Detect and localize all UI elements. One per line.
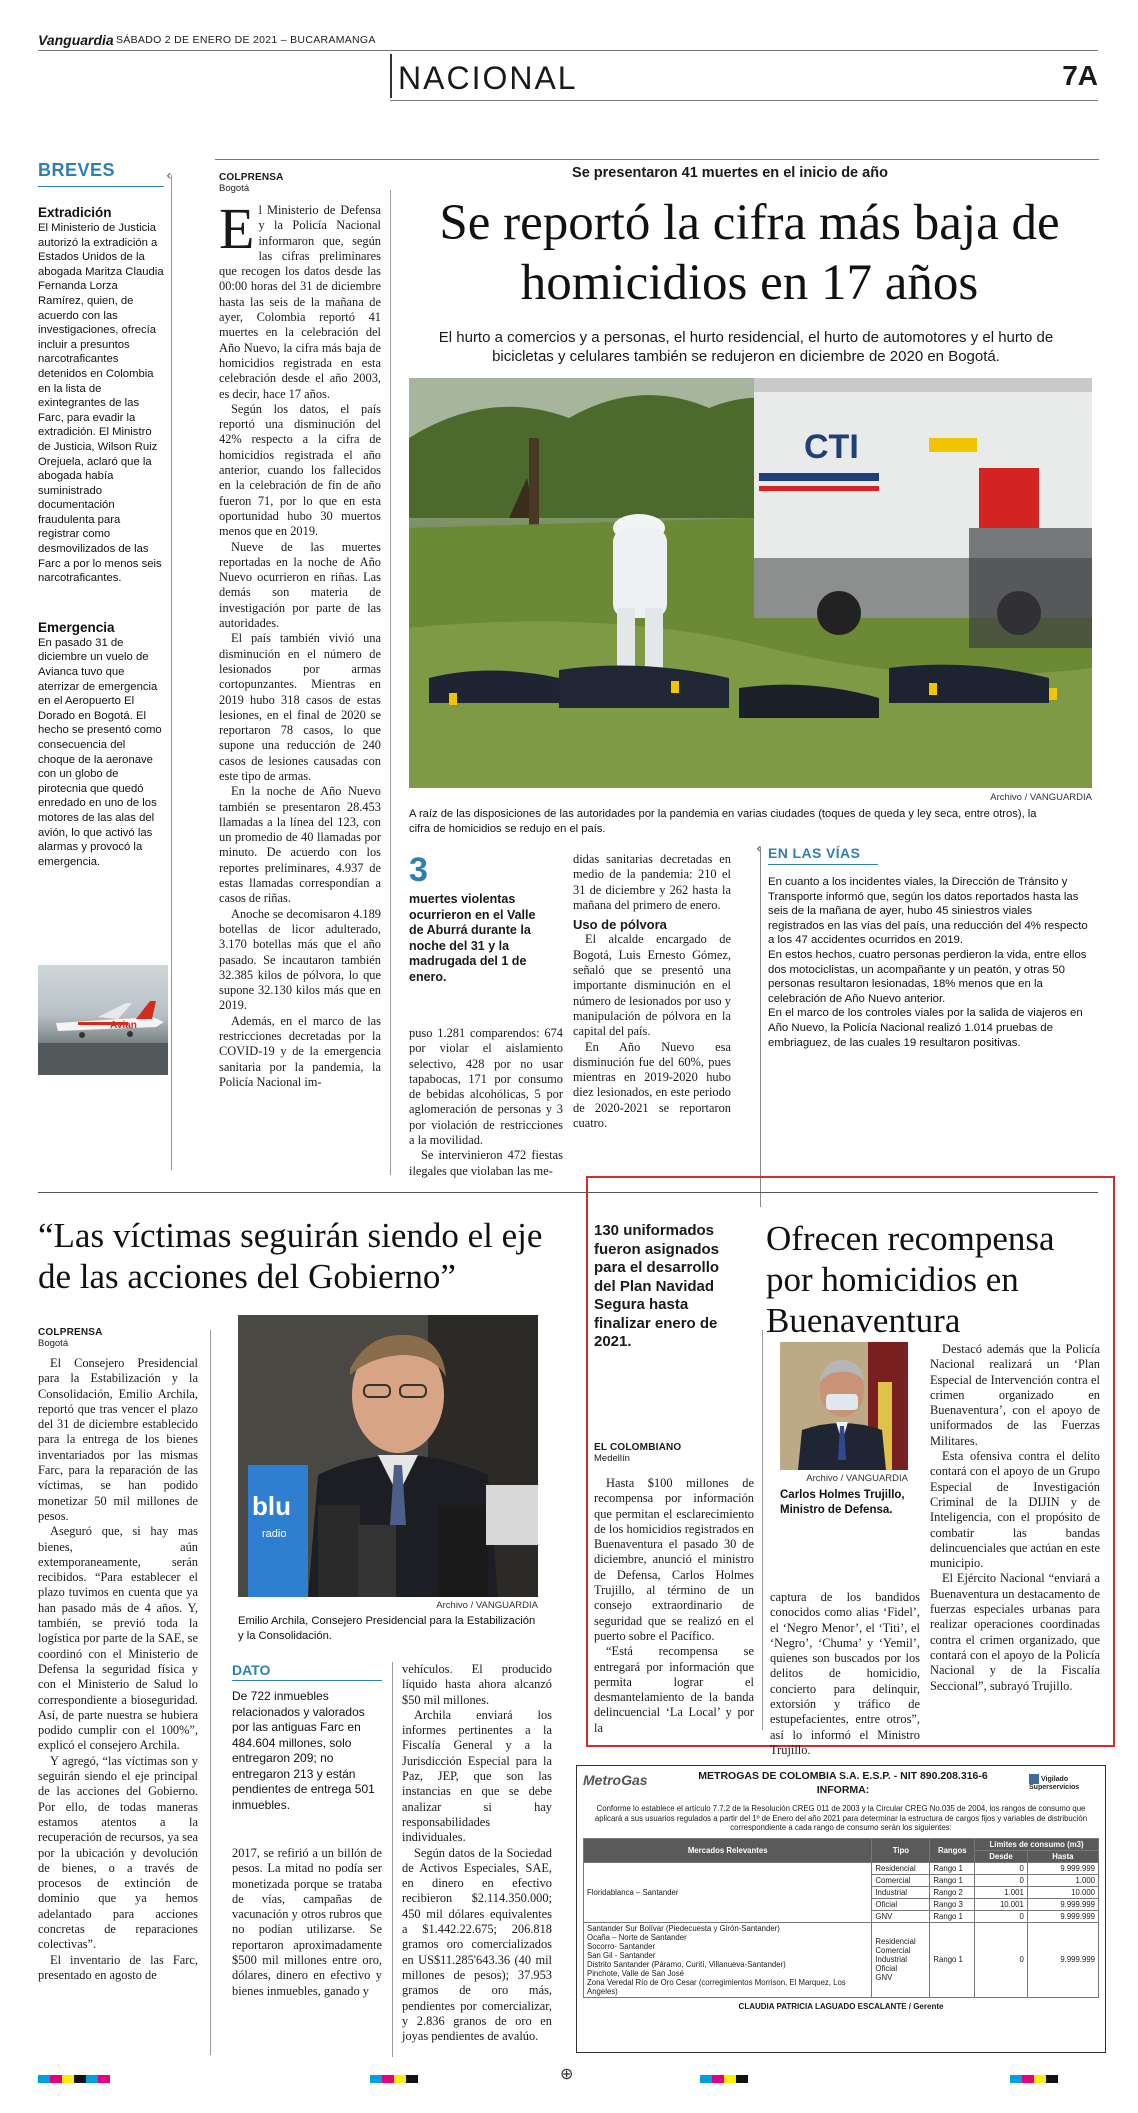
ad-title: METROGAS DE COLOMBIA S.A. E.S.P. - NIT 890.208.316-6 — [698, 1770, 988, 1782]
table-row: GNV Rango 1 0 9.999.999 — [584, 1910, 1099, 1922]
breves-arrow-icon: ‹ — [166, 168, 172, 184]
section-title: NACIONAL — [398, 60, 578, 96]
ad-signature: CLAUDIA PATRICIA LAGUADO ESCALANTE / Gerente — [738, 2001, 944, 2011]
main-column-3: didas sanitarias decretadas en medio de la pandemia: 210 el 31 de diciembre y 262 hasta la mañana del primero de enero. Uso de pólvora El alcalde encargado de Bogotá, Luis Ernesto Gómez, señaló que se presentó una importante disminución en el número de lesionados por uso y manipulación de pólvora en la capital del país. En Año Nuevo esa disminución fue del 60%, pues mientras en 2019-2020 hubo diez lesionados, en este periodo de 2020-2021 se reportaron cuatro. — [573, 852, 731, 1131]
en-las-vias-box — [756, 841, 1090, 1050]
byline-city: Bogotá — [219, 183, 250, 194]
byline-city: Medellín — [594, 1453, 630, 1464]
breves-label: BREVES — [38, 160, 116, 180]
table-header: Límites de consumo (m3) — [975, 1838, 1099, 1850]
metrogas-ad — [576, 1765, 1106, 2053]
buenaventura-column-3: Destacó además que la Policía Nacional realizará un ‘Plan Especial de Intervención contra el crimen organizado en Buenaventura’, con el apoyo de uniformados de las Fuerzas Militares. Esta ofensiva contra el delito contará con el apoyo de un Grupo Especial de Investigación Criminal de la DIJIN y de Inteligencia, con el propósito de combatir las bandas delincuenciales que actúan en este municipio. El Ejército Nacional “enviará a Buenaventura un destacamento de fuerzas especiales urbanas para realizar operaciones coordinadas contra el crimen organizado, que contará con el apoyo de la Policía Nacional y de la Fiscalía Seccional”, subrayó Trujillo. — [930, 1342, 1100, 1693]
svg-text:Avian: Avian — [110, 1020, 137, 1031]
supervision-icon — [1029, 1774, 1039, 1784]
buenaventura-column-2: captura de los bandidos conocidos como alias ‘Fidel’, el ‘Negro Menor’, el ‘Titi’, el ‘Negro’, ‘Chuma’ y ‘Yemil’, quienes son buscados por los delitos de homicidio, concierto para delinquir, extorsión y tráfico de estupefacientes, entre otros”, así lo informó el Ministro Trujillo. — [770, 1590, 920, 1757]
byline-agency: COLPRENSA — [38, 1327, 103, 1338]
main-column-2: puso 1.281 comparendos: 674 por violar el aislamiento selectivo, 428 por no usar tapabocas, 171 por consumo de bebidas alcohólicas, 5 por aglomeración de personas y 3 por violación de restricciones a la movilidad. Se intervinieron 472 fiestas ilegales que violaban las me- — [409, 1026, 563, 1178]
svg-text:blu: blu — [252, 1491, 291, 1521]
ad-body: Conforme lo establece el artículo 7.7.2 de la Resolución CREG 011 de 2003 y la Circular CREG No.035 de 2004, los rangos de consumo que aplicará a sus usuarios regulados a partir del 1º de Enero del año 2021 para determinar la estructura de cargos fijos y variables de distribución correspondiente a cada rango de consumo serán los siguientes: — [594, 1804, 1088, 1832]
table-row: Oficial Rango 3 10.001 9.999.999 — [584, 1898, 1099, 1910]
subhead: Uso de pólvora — [573, 917, 667, 933]
metrogas-logo: MetroGas — [583, 1772, 648, 1788]
breve-title: Emergencia — [38, 619, 115, 635]
table-header: Tipo — [872, 1838, 930, 1862]
byline-agency: COLPRENSA — [219, 172, 284, 183]
main-photo-credit: Archivo / VANGUARDIA — [990, 792, 1092, 803]
table-header: Mercados Relevantes — [584, 1838, 872, 1862]
buenaventura-headline: Ofrecen recompensa por homicidios en Buenaventura — [766, 1219, 1055, 1340]
byline-agency: EL COLOMBIANO — [594, 1442, 682, 1453]
table-row: Santander Sur Bolívar (Piedecuesta y Girón-Santander) Ocaña – Norte de Santander Socorro- Santander San Gil - Santander Distrito Santander (Páramo, Curití, Villanueva-Santander) Pinchote, Valle de San José Zona Veredal Río de Oro Cesar (corregimientos Morrison, El Marquez, Los Angeles) Residencial Comercial Industrial Oficial GNV Rango 1 0 9.999.999 — [584, 1922, 1099, 1997]
victims-column-2: 2017, se refirió a un billón de pesos. La mitad no podía ser monetizada porque se trataba de vías, campañas de vacunación y otros rubros que no podían utilizarse. Se reportaron aproximadamente $500 mil millones entre oro, dólares, dinero en efectivo y bienes inmuebles, ganado y — [232, 1846, 382, 1998]
ad-subtitle: INFORMA: — [816, 1784, 870, 1796]
dato-box — [232, 1662, 382, 1822]
vias-paragraph: En cuanto a los incidentes viales, la Dirección de Tránsito y Transporte informó que, según los datos reportados hasta las seis de la mañana de ayer, hubo 45 siniestros viales registrados en las vías del país, una reducción del 4% respecto a los 47 accidentes ocurridos en 2019. — [768, 876, 1088, 947]
plane-photo — [38, 965, 168, 1075]
table-row: Comercial Rango 1 0 1.000 — [584, 1874, 1099, 1886]
buenaventura-byline — [594, 1442, 744, 1464]
main-deck: El hurto a comercios y a personas, el hurto residencial, el hurto de automotores y el hurto de bicicletas y celulares también se redujeron en diciembre de 2020 en Bogotá. — [438, 329, 1054, 365]
table-header: Desde — [975, 1850, 1028, 1862]
byline-city: Bogotá — [38, 1338, 69, 1349]
breve-title: Extradición — [38, 205, 112, 220]
main-photo-caption: A raíz de las disposiciones de las autoridades por la pandemia en varias ciudades (toques de queda y ley seca, entre otros), la cifra de homicidios se redujo en el país. — [409, 808, 1037, 835]
vias-arrow-icon: ‹ — [756, 841, 762, 857]
forensic-scene-photo — [409, 378, 1092, 788]
dateline: SÁBADO 2 DE ENERO DE 2021 – BUCARAMANGA — [116, 34, 376, 46]
print-colorbar-mid-left — [370, 2070, 418, 2088]
breves-divider — [171, 175, 172, 1170]
stat-block — [409, 852, 541, 985]
stat-text: muertes violentas ocurrieron en el Valle de Aburrá durante la noche del 31 y la madrugada del 1 de enero. — [409, 892, 536, 984]
archila-photo — [238, 1315, 538, 1597]
vias-paragraph: En el marco de los controles viales por la salida de viajeros en Año Nuevo, la Policía Nacional realizó 1.014 pruebas de embriaguez, de las cuales 19 resultaron positivas. — [768, 1007, 1083, 1049]
trujillo-photo — [780, 1342, 908, 1470]
vias-label: EN LAS VÍAS — [768, 845, 861, 861]
print-colorbar-mid-right — [700, 2070, 748, 2088]
breve-text: En pasado 31 de diciembre un vuelo de Avianca tuvo que aterrizar de emergencia en el Aeropuerto El Dorado en Bogotá. El hecho se presentó como consecuencia del choque de la aeronave con un globo de pirotecnia que quedó enredado en uno de los motores de las alas del avión, lo que activó las alarmas y provocó la emergencia. — [38, 636, 162, 868]
brand-logo: Vanguardia — [38, 32, 114, 48]
archila-photo-credit: Archivo / VANGUARDIA — [436, 1600, 538, 1611]
svg-text:CTI: CTI — [804, 428, 859, 466]
buenaventura-column-1: Hasta $100 millones de recompensa por información que permitan el esclarecimiento de los homicidios registrados en Buenaventura el pasado 30 de diciembre, anunció el ministro de Defensa, Carlos Holmes Trujillo, al término de un consejo extraordinario de seguridad que se realizó en el puerto sobre el Pacífico. “Está recompensa se entregará por información que permita lograr el desmantelamiento de la banda delincuencial ‘La Local’ y por la — [594, 1476, 754, 1735]
table-header: Hasta — [1027, 1850, 1098, 1862]
victims-headline: “Las víctimas seguirán siendo el eje de las acciones del Gobierno” — [38, 1216, 543, 1296]
breves-column — [38, 160, 164, 869]
masthead — [38, 32, 1098, 102]
main-byline — [219, 172, 389, 194]
victims-byline — [38, 1327, 188, 1349]
svg-text:radio: radio — [262, 1528, 287, 1540]
main-column-1: El Ministerio de Defensa y la Policía Nacional informaron que, según las cifras preliminares que recogen los datos desde las 00:00 horas del 31 de diciembre hasta las seis de la mañana de ayer, Colombia reportó 41 muertes en la celebración del Año Nuevo, la cifra más baja de homicidios registrada en esta celebración desde el año 2003, es decir, hace 17 años. Según los datos, el país reportó una disminución del 42% respecto a la cifra de homicidios registrada el año anterior, cuando los fallecidos en la celebración de fin de año fueron 71, por lo que en esta oportunidad hubo 30 muertos menos que en 2019. Nueve de las muertes reportadas en la noche de Año Nuevo ocurrieron en riñas. Las demás son materia de investigación por parte de las autoridades. El país también vivió una disminución en el número de lesionados por armas cortopunzantes. Mientras en 2019 hubo 318 casos de estas lesiones, en el final de 2020 se reportaron 78 casos, lo que supone una reducción de 240 casos de lesiones causadas con este tipo de armas. En la noche de Año Nuevo también se presentaron 28.453 llamadas a la línea del 123, con un promedio de 40 llamadas por minuto. De acuerdo con los reportes preliminares, 4.937 de estas llamadas correspondían a casos de riñas. Anoche se decomisaron 4.189 botellas de licor adulterado, 3.170 botellas más que el año pasado. Se incautaron también 32.385 kilos de pólvora, lo que supone 32.130 kilos más que en 2019. Además, en el marco de las restricciones decretadas por la COVID-19 y de la emergencia sanitaria por la pandemia, la Policía Nacional im- — [219, 196, 381, 1089]
victims-column-1: El Consejero Presidencial para la Estabilización y la Consolidación, Emilio Archila, reportó que tras vencer el plazo del 31 de diciembre establecido para la entrega de los bienes inventariados por las mismas Farc, para la reparación de las víctimas, se han podido monetizar 50 mil millones de pesos. Aseguró que, si hay mas bienes, aún extemporaneamente, serán recibidos. “Para establecer el plazo tuvimos en cuenta que ya han pasado más de 4 años. Y, también, se previó toda la logística por parte de la SAE, se coordinó con el Ministerio de Defensa la seguridad física y con el Ministerio de Salud lo correspondiente a bioseguridad. Así, de parte nuestra se hubiera podido cumplir con el 100%”, explicó el consejero Archila. Y agregó, “las víctimas son y seguirán siendo el eje principal de las acciones del Gobierno. Por ello, de todas maneras estamos atentos a la recuperación de recursos, ya sea por la ubicación y devolución de bienes, o a través de procesos de extinción de dominio que ya hemos adelantado para acciones concretas de reparaciones colectivas”. El inventario de las Farc, presentado en agosto de — [38, 1356, 198, 1982]
consumption-table — [583, 1838, 1099, 1998]
registration-mark-icon: ⊕ — [560, 2064, 574, 2083]
trujillo-photo-credit: Archivo / VANGUARDIA — [806, 1473, 908, 1484]
main-kicker: Se presentaron 41 muertes en el inicio de año — [572, 165, 888, 181]
print-colorbar-right — [1010, 2070, 1058, 2088]
table-row: Industrial Rango 2 1.001 10.000 — [584, 1886, 1099, 1898]
archila-photo-caption: Emilio Archila, Consejero Presidencial para la Estabilización y la Consolidación. — [238, 1615, 536, 1642]
buenaventura-sidebar-quote: 130 uniformados fueron asignados para el desarrollo del Plan Navidad Segura hasta finalizar enero de 2021. — [594, 1222, 720, 1350]
breve-text: El Ministerio de Justicia autorizó la extradición a Estados Unidos de la abogada Maritza Claudia Fernanda Lorza Ramírez, quien, de acuerdo con las investigaciones, ofrecía incluir a presuntos narcotraficantes detenidos en Colombia en la lista de exintegrantes de las Farc, para evadir la extradición. El Ministro de Justicia, Wilson Ruiz Orejuela, aclaró que la abogada había suministrado documentación fraudulenta para registrar como desmovilizados de las Farc a por lo menos seis narcotraficantes. — [38, 222, 164, 585]
trujillo-photo-caption: Carlos Holmes Trujillo, Ministro de Defensa. — [780, 1489, 905, 1516]
stat-number: 3 — [409, 851, 428, 889]
table-header: Rangos — [930, 1838, 975, 1862]
victims-column-3: vehículos. El producido líquido hasta ahora alcanzó $50 mil millones. Archila enviará los informes pertinentes a la Fiscalía General y a la Jurisdicción Especial para la Paz, JEP, que son las instancias en que se debe analizar si hay responsabilidades individuales. Según datos de la Sociedad de Activos Especiales, SAE, en dinero en efectivo recibieron $2.114.350.000; 450 mil dólares equivalentes a $1.442.22.675; 206.818 gramos oro comercializados en US$11.285'643.36 (40 mil millones de pesos); 37.953 gramos de oro más, pendientes por comercializar, y 2.836 granos de oro en joyas pendientes de avalúo. — [402, 1662, 552, 2044]
dropcap: E — [219, 196, 255, 261]
page-number: 7A — [1062, 60, 1098, 91]
supervision-logo: Vigilado Superservicios — [1029, 1775, 1080, 1791]
main-headline: Se reportó la cifra más baja de homicidios en 17 años — [439, 195, 1060, 311]
vias-paragraph: En estos hechos, cuatro personas perdieron la vida, entre ellos dos motociclistas, un acompañante y un peatón, y otras 50 personas resultaron lesionadas, 18% menos que en la celebración de Año Nuevo anterior. — [768, 948, 1087, 1005]
dato-label: DATO — [232, 1662, 271, 1678]
print-colorbar-left — [38, 2070, 110, 2088]
table-row: Floridablanca – Santander Residencial Rango 1 0 9.999.999 — [584, 1862, 1099, 1874]
dato-text: De 722 inmuebles relacionados y valorados por las antiguas Farc en 484.604 millones, solo entregaron 209; no entregaron 213 y están pendientes de entrega 501 inmuebles. — [232, 1689, 375, 1812]
